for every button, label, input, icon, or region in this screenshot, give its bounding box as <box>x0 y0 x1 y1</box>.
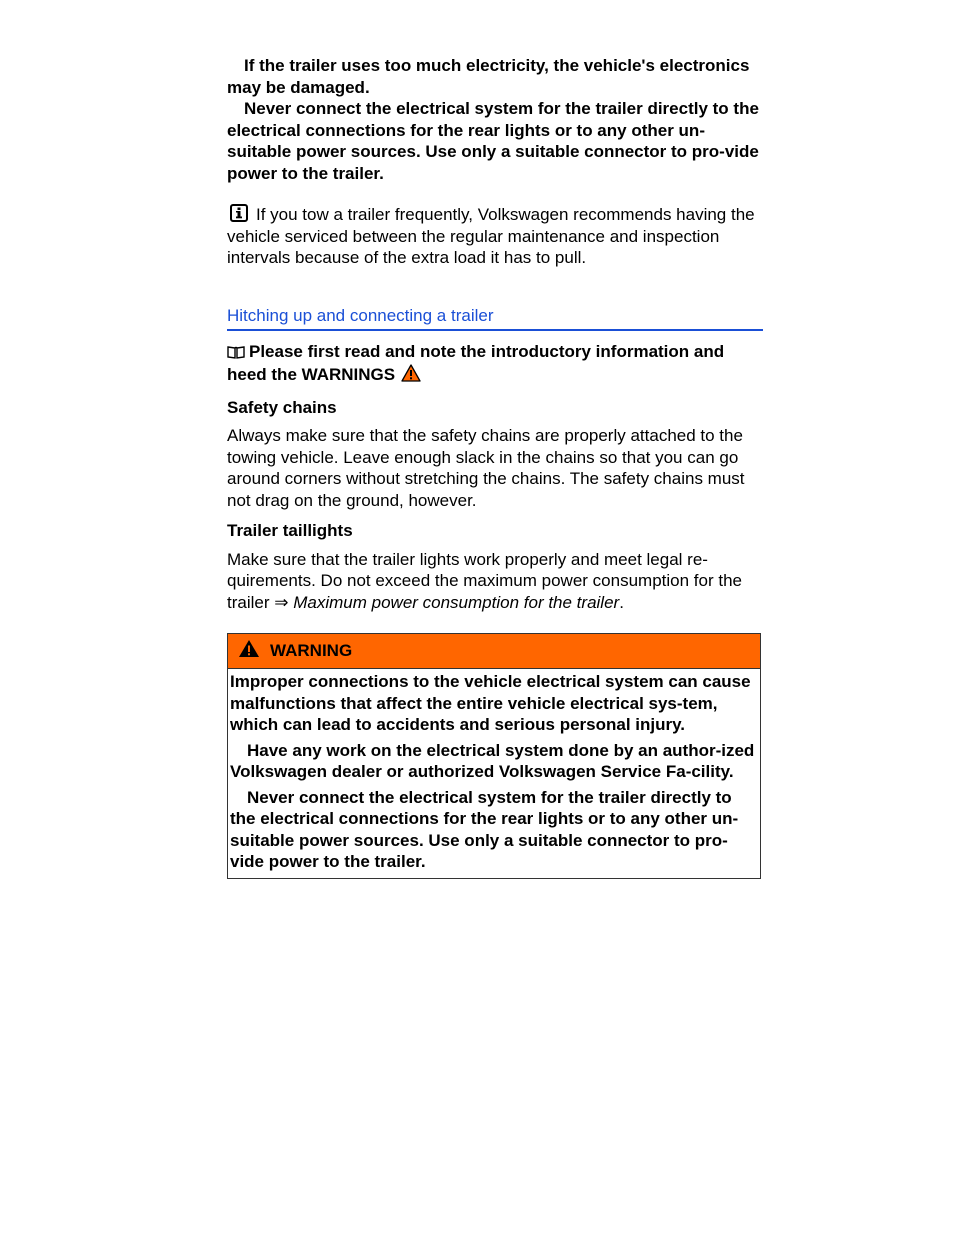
warning-triangle-icon[interactable] <box>401 364 421 388</box>
trailer-taillights-text: Make sure that the trailer lights work properly and meet legal re-quirements. Do not exceed the maximum power consumption for the trailer <box>227 549 742 612</box>
warning-header <box>228 634 760 669</box>
warning-bullet-dealer: Have any work on the electrical system done by an author-ized Volkswagen dealer or authorized Volkswagen Service Fa-cility. <box>230 740 755 781</box>
crossref-link[interactable]: Maximum power consumption for the trailer <box>293 592 620 612</box>
trailer-taillights-paragraph <box>227 549 761 614</box>
manual-page-content <box>227 55 761 879</box>
bullet-text-electronics-damage: If the trailer uses too much electricity, the vehicle's electronics may be damaged. <box>227 56 750 97</box>
crossref-arrow: ⇒ <box>274 592 289 612</box>
bullet-text-never-connect: Never connect the electrical system for the trailer directly to the electrical connections for the rear lights or to any other un-suitable power sources. Use only a suitable connector to pro-vide power to the trailer. <box>227 99 759 183</box>
warning-header-icon <box>238 639 260 663</box>
open-book-icon[interactable] <box>227 343 245 365</box>
crossref-period: . <box>619 592 624 612</box>
intro-paragraph <box>227 341 761 388</box>
warning-intro: Improper connections to the vehicle electrical system can cause malfunctions that affect the entire vehicle electrical sys-tem, which can lead to accidents and serious personal injury. <box>230 672 751 734</box>
safety-chains-heading: Safety chains <box>227 397 337 417</box>
warning-body <box>228 669 760 878</box>
intro-text: Please first read and note the introductory information and heed the WARNINGS <box>227 341 725 384</box>
warning-bullet-never-connect: Never connect the electrical system for the trailer directly to the electrical connections for the rear lights or to any other un-suitable power sources. Use only a suitable connector to pro-vide power to the trailer. <box>230 787 739 871</box>
safety-chains-text: Always make sure that the safety chains are properly attached to the towing vehicle. Leave enough slack in the chains so that you can go around corners without stretching the chains. The safety chains must not drag on the ground, however. <box>227 426 745 510</box>
warning-label: WARNING <box>270 641 353 660</box>
trailer-taillights-heading: Trailer taillights <box>227 521 353 540</box>
section-title: Hitching up and connecting a trailer <box>227 305 763 331</box>
note-paragraph <box>227 204 761 269</box>
info-icon <box>230 204 248 222</box>
warning-box <box>227 633 761 879</box>
note-text: If you tow a trailer frequently, Volkswagen recommends having the vehicle serviced between the regular maintenance and inspection intervals because of the extra load it has to pull. <box>227 205 755 267</box>
